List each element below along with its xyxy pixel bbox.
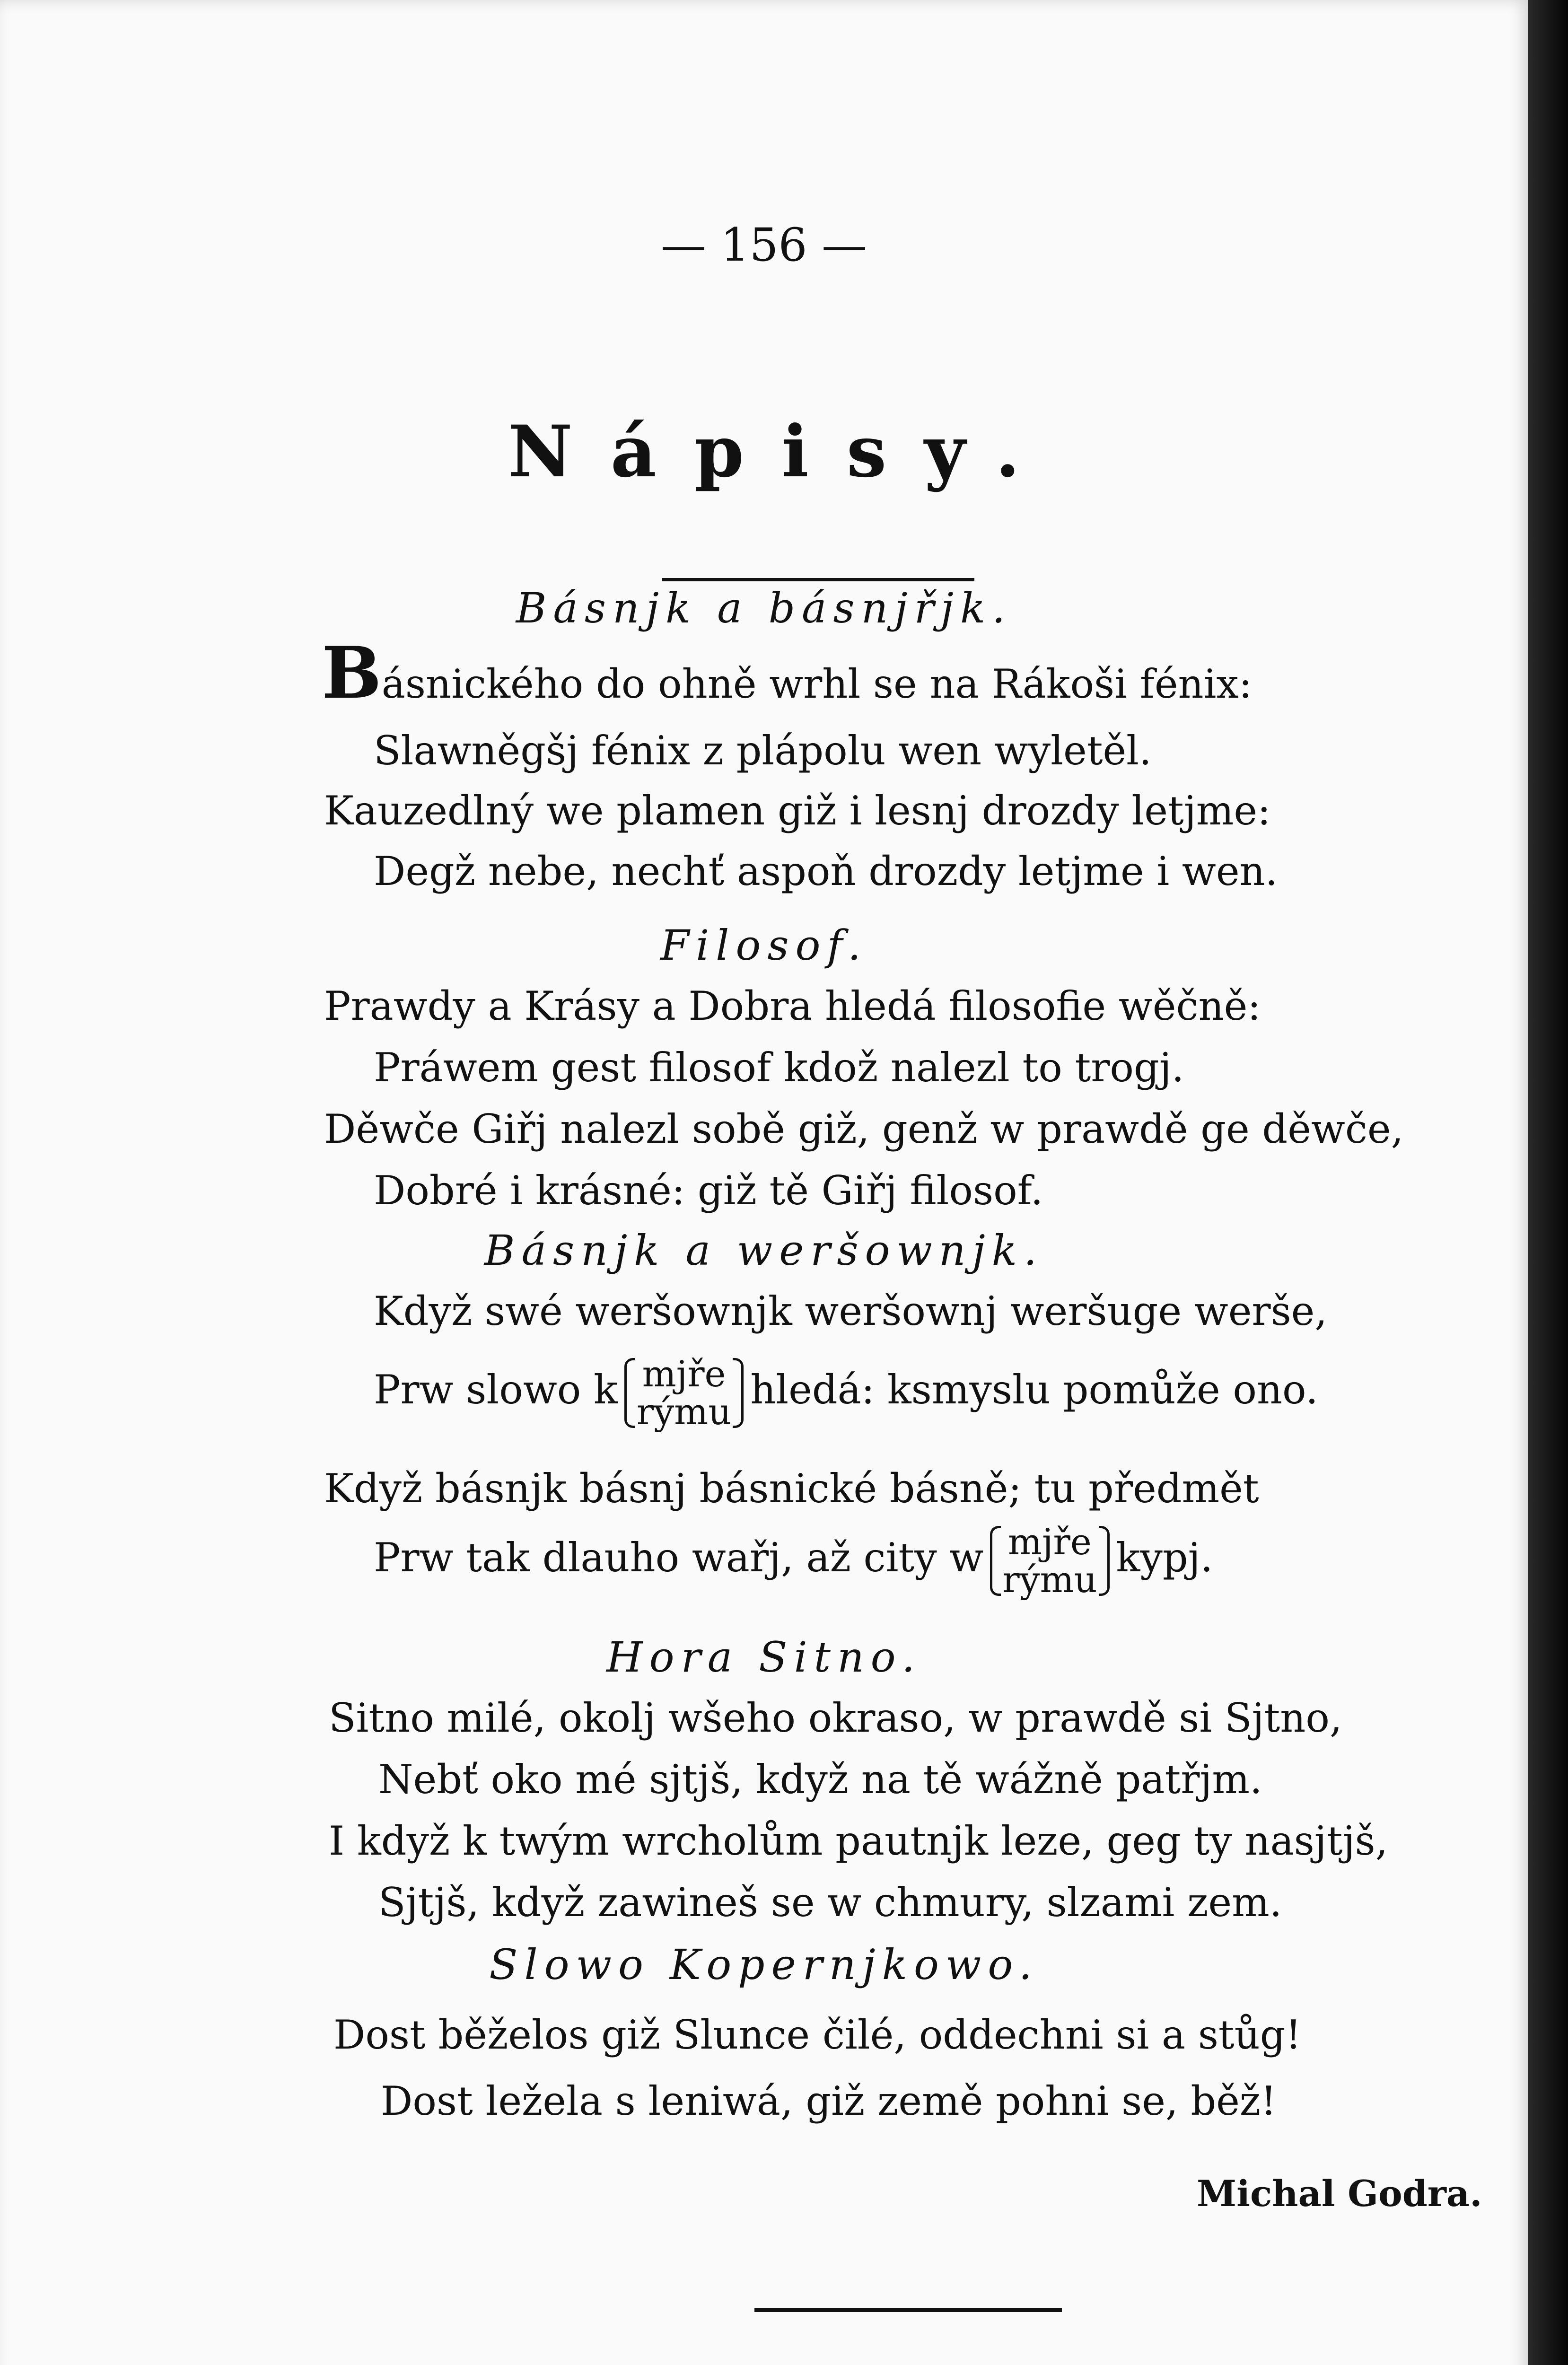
poem-line: Nebť oko mé sjtjš, když na tě wážně patřjm. [378,1756,1262,1803]
title-rule [662,578,974,581]
poem-line [322,631,1253,715]
poem-line: Práwem gest filosof kdož nalezl to trogj. [374,1044,1184,1091]
poem-line-with-brace [374,1355,1318,1431]
poem-line: Dost ležela s leniwá, giž země pohni se, běž! [381,2078,1277,2124]
poem-line-text: Prw slowo k [374,1366,618,1413]
poem-line: Prawdy a Krásy a Dobra hledá filosofie wěčně: [324,983,1261,1029]
poem-line: I když k twým wrcholům pautnjk leze, geg ty nasjtjš, [329,1818,1388,1864]
brace-top: mjře [642,1353,726,1395]
brace-bottom: rýmu [1002,1558,1097,1601]
poem-line: Kauzedlný we plamen giž i lesnj drozdy letjme: [324,788,1271,834]
poem-line: Dost běželos giž Slunce čilé, oddechni si a stůg! [333,2012,1302,2058]
section-heading-basnjk-wersownjk: Básnjk a weršownjk. [484,1226,1044,1275]
book-binding-edge [1528,0,1568,2365]
section-heading-hora-sitno: Hora Sitno. [606,1633,922,1682]
poem-line: Děwče Giřj nalezl sobě giž, genž w prawdě ge děwče, [324,1106,1404,1152]
drop-cap: B [322,631,382,715]
section-heading-basnjk-basnjrjk: Básnjk a básnjřjk. [516,584,1012,632]
closing-rule [754,2308,1062,2312]
poem-line: Když swé weršownjk weršownj weršuge werše, [374,1288,1328,1334]
section-heading-slowo-kopernjkowo: Slowo Kopernjkowo. [489,1940,1039,1989]
page-title: Nápisy. [508,410,1058,493]
poem-line-text: hledá: ksmyslu pomůže ono. [750,1366,1318,1413]
brace-bottom: rýmu [636,1390,732,1433]
poem-line-text: kypj. [1116,1534,1213,1581]
section-heading-filosof: Filosof. [660,921,867,970]
mjre-ryma-brace [990,1523,1109,1599]
page-number: — 156 — [660,219,867,272]
poem-line-with-brace [374,1523,1213,1599]
poem-line: Když básnjk básnj básnické básně; tu předmět [324,1465,1259,1512]
author-signature: Michal Godra. [1197,2172,1482,2215]
mjre-ryma-brace [624,1355,744,1431]
brace-top: mjře [1007,1521,1092,1563]
poem-line: Sjtjš, když zawineš se w chmury, slzami zem. [378,1879,1282,1926]
poem-line-text: Prw tak dlauho wařj, až city w [374,1534,984,1581]
poem-line: Dobré i krásné: giž tě Giřj filosof. [374,1167,1043,1214]
poem-line: Sitno milé, okolj wšeho okraso, w prawdě si Sjtno, [329,1695,1342,1741]
poem-line: Slawněgšj fénix z plápolu wen wyletěl. [374,727,1152,774]
poem-line: Degž nebe, nechť aspoň drozdy letjme i wen. [374,848,1278,894]
poem-line-text: ásnického do ohně wrhl se na Rákoši fénix: [381,661,1253,707]
